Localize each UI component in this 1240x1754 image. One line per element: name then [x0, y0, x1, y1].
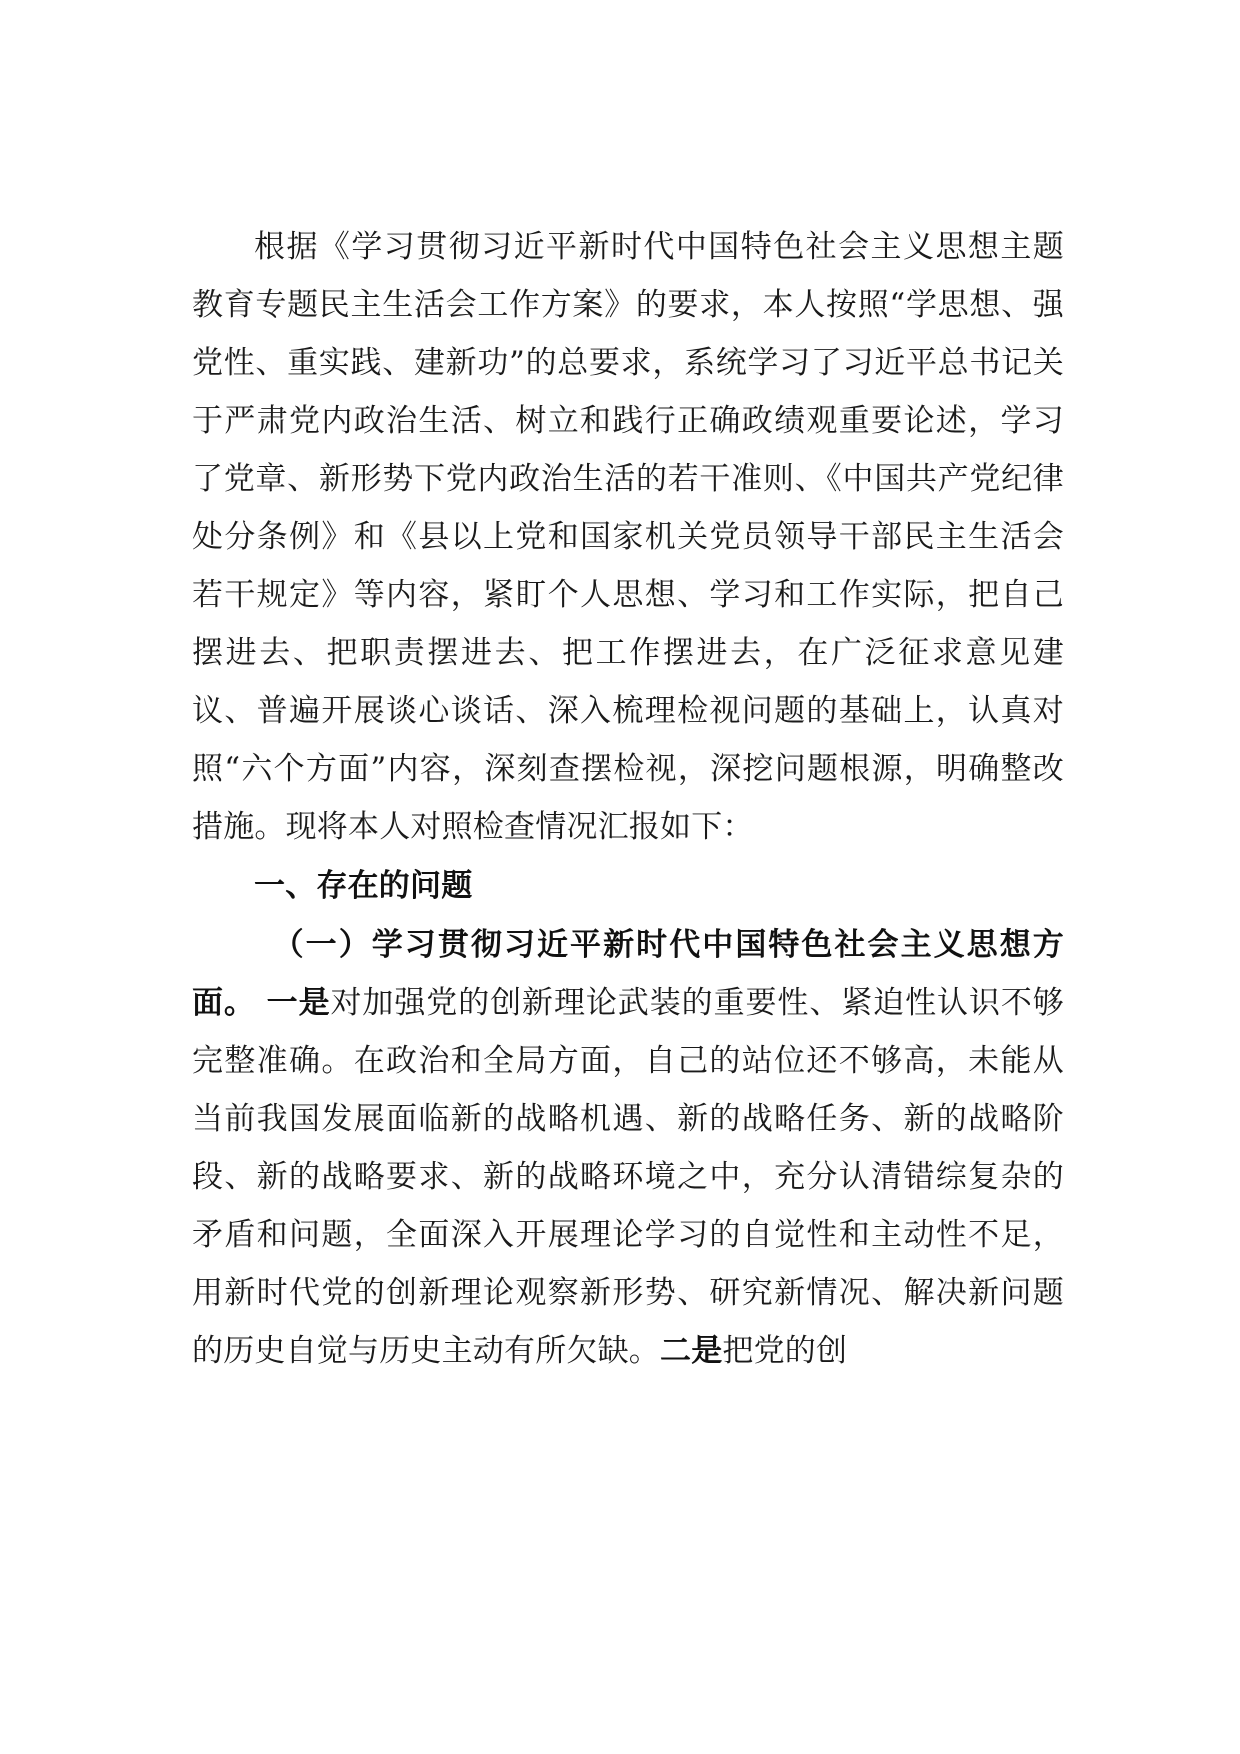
spacer	[256, 985, 267, 1021]
section-heading: 一、存在的问题	[254, 868, 473, 904]
subsection-title: （一）学习贯彻习近平新时代中国特色社会主义思想方面。	[192, 927, 1064, 1021]
document-body	[192, 218, 1064, 1380]
point1-lead: 一是	[266, 985, 331, 1021]
point2-lead: 二是	[660, 1333, 723, 1369]
subsection-paragraph	[192, 916, 1064, 1380]
intro-paragraph: 根据《学习贯彻习近平新时代中国特色社会主义思想主题教育专题民主生活会工作方案》的要求，本人按照“学思想、强党性、重实践、建新功”的总要求，系统学习了习近平总书记关于严肃党内政治生活、树立和践行正确政绩观重要论述，学习了党章、新形势下党内政治生活的若干准则、《中国共产党纪律处分条例》和《县以上党和国家机关党员领导干部民主生活会若干规定》等内容，紧盯个人思想、学习和工作实际，把自己摆进去、把职责摆进去、把工作摆进去，在广泛征求意见建议、普遍开展谈心谈话、深入梳理检视问题的基础上，认真对照“六个方面”内容，深刻查摆检视，深挖问题根源，明确整改措施。现将本人对照检查情况汇报如下：	[192, 229, 1064, 845]
point1-text: 对加强党的创新理论武装的重要性、紧迫性认识不够完整准确。在政治和全局方面，自己的站位还不够高，未能从当前我国发展面临新的战略机遇、新的战略任务、新的战略阶段、新的战略要求、新的战略环境之中，充分认清错综复杂的矛盾和问题，全面深入开展理论学习的自觉性和主动性不足，用新时代党的创新理论观察新形势、研究新情况、解决新问题的历史自觉与历史主动有所欠缺。	[192, 985, 1064, 1369]
point2-text: 把党的创	[722, 1333, 848, 1369]
